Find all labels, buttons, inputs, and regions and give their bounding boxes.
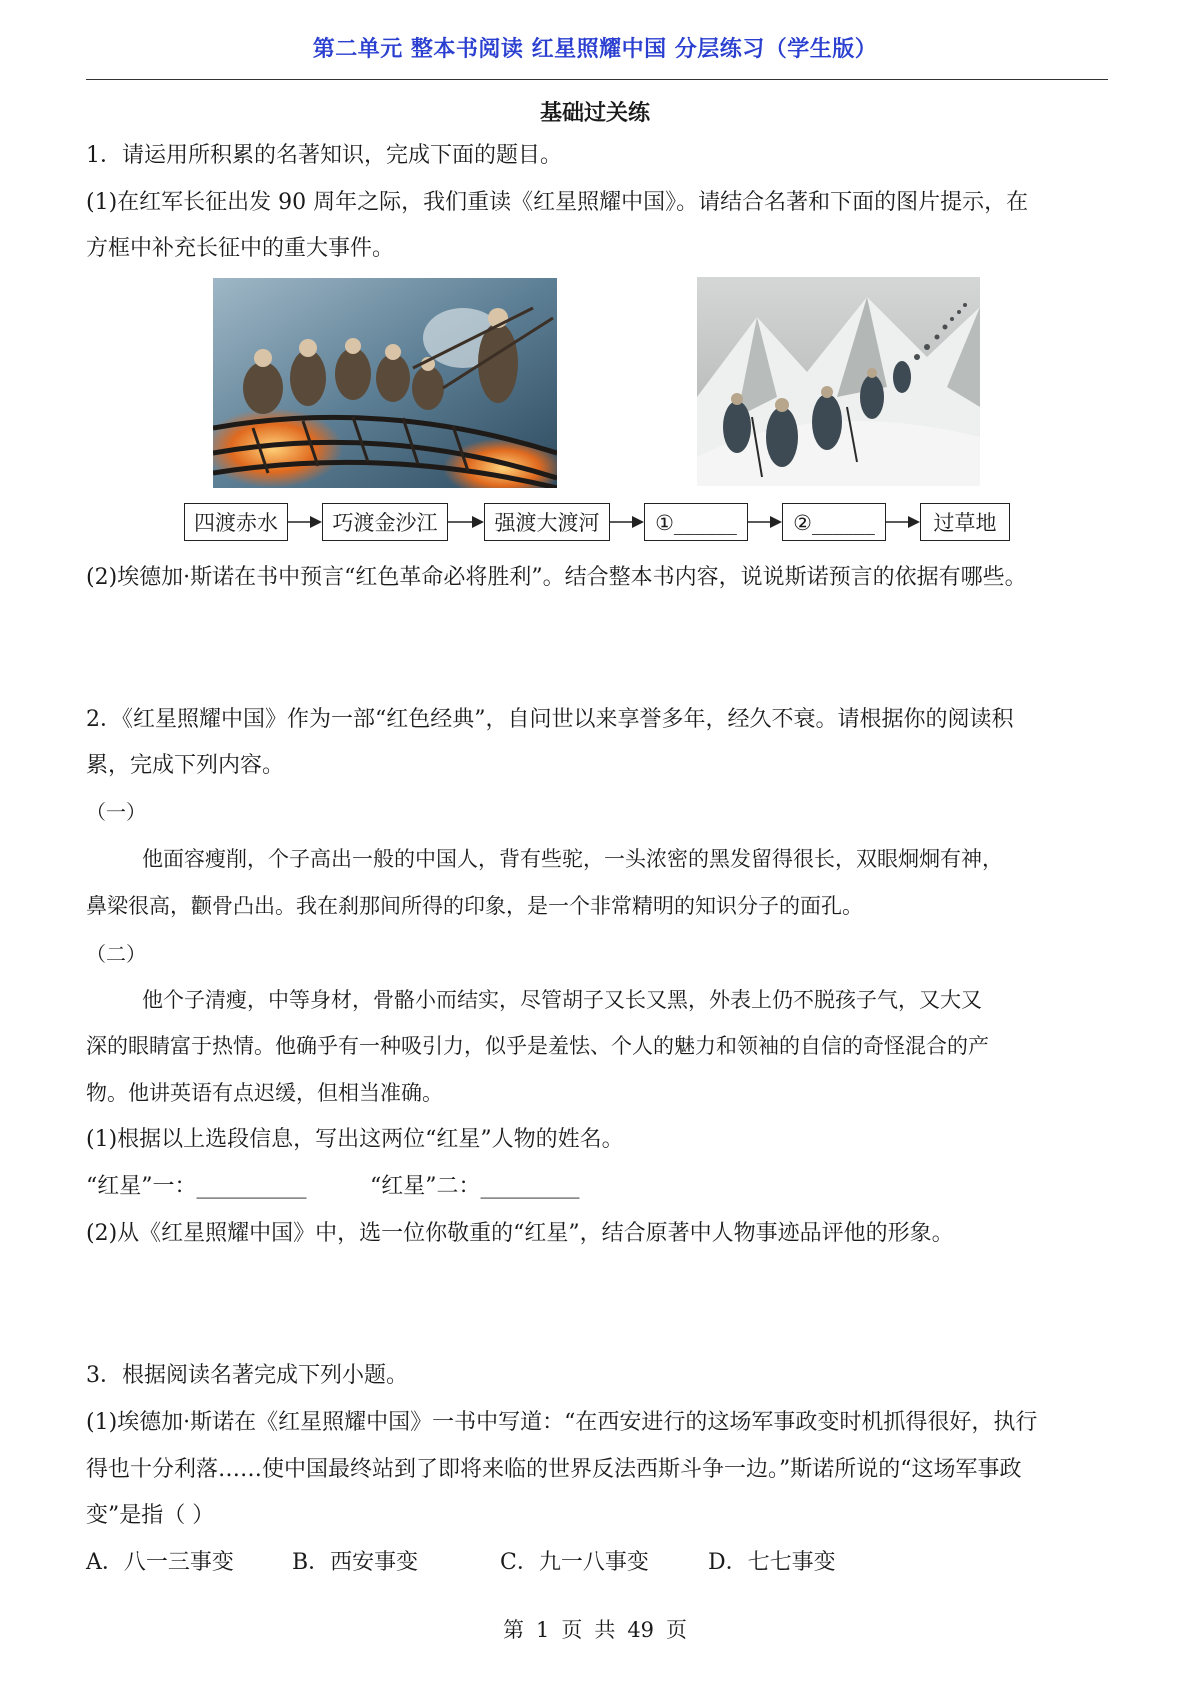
q2-passage2-line2: 深的眼睛富于热情。他确乎有一种吸引力，似乎是羞怯、个人的魅力和领袖的自信的奇怪混合的产 — [86, 1034, 989, 1058]
q2-passage2-line1: 他个子清瘦，中等身材，骨骼小而结实，尽管胡子又长又黑，外表上仍不脱孩子气，又大又 — [142, 988, 982, 1012]
q2-blank-2[interactable]: “红星”二：_________ — [370, 1174, 580, 1199]
flow-blank-2[interactable]: ②______ — [782, 503, 886, 541]
footer-word: 页 — [666, 1618, 688, 1642]
q1-part1-line1: (1)在红军长征出发 90 周年之际，我们重读《红星照耀中国》。请结合名著和下面的图片提示，在 — [86, 190, 1029, 215]
section-title: 基础过关练 — [539, 101, 650, 126]
q3-option-a[interactable]: A．八一三事变 — [86, 1550, 234, 1575]
page-header-title: 第二单元 整本书阅读 红星照耀中国 分层练习（学生版） — [312, 37, 878, 62]
header-divider — [86, 79, 1108, 80]
arrow-right-icon — [448, 512, 484, 532]
arrow-right-icon — [886, 512, 920, 532]
flow-blank-1[interactable]: ①______ — [644, 503, 748, 541]
arrow-right-icon — [610, 512, 644, 532]
q3-stem: 3．根据阅读名著完成下列小题。 — [86, 1363, 408, 1388]
arrow-right-icon — [748, 512, 782, 532]
flow-step-1: 四渡赤水 — [184, 503, 288, 541]
q2-passage1-line2: 鼻梁很高，颧骨凸出。我在刹那间所得的印象，是一个非常精明的知识分子的面孔。 — [86, 894, 863, 918]
q3-sub1-line1: (1)埃德加·斯诺在《红星照耀中国》一书中写道：“在西安进行的这场军事政变时机抓得很好，执行 — [86, 1410, 1038, 1435]
q3-option-d[interactable]: D．七七事变 — [708, 1550, 836, 1575]
footer-word: 共 — [594, 1618, 616, 1642]
q1-part1-line2: 方框中补充长征中的重大事件。 — [86, 236, 395, 261]
q2-part1-label: （一） — [86, 800, 146, 824]
q3-sub1-line3: 变”是指（ ） — [86, 1503, 215, 1528]
flow-step-3: 强渡大渡河 — [484, 503, 610, 541]
q1-part2: (2)埃德加·斯诺在书中预言“红色革命必将胜利”。结合整本书内容，说说斯诺预言的依据有哪些。 — [86, 565, 1027, 590]
q3-option-c[interactable]: C．九一八事变 — [500, 1550, 649, 1575]
q2-passage1-line1: 他面容瘦削，个子高出一般的中国人，背有些驼，一头浓密的黑发留得很长，双眼炯炯有神， — [142, 847, 1003, 871]
q1-stem: 1．请运用所积累的名著知识，完成下面的题目。 — [86, 143, 562, 168]
flow-step-2: 巧渡金沙江 — [322, 503, 448, 541]
q2-sub2: (2)从《红星照耀中国》中，选一位你敬重的“红星”，结合原著中人物事迹品评他的形象。 — [86, 1221, 954, 1246]
footer-word: 页 — [561, 1618, 583, 1642]
footer-page-number: 1 — [535, 1618, 550, 1642]
q2-sub1: (1)根据以上选段信息，写出这两位“红星”人物的姓名。 — [86, 1127, 624, 1152]
q2-part2-label: （二） — [86, 942, 146, 966]
footer-total-pages: 49 — [627, 1618, 655, 1642]
q2-stem-line2: 累，完成下列内容。 — [86, 753, 285, 778]
footer-word: 第 — [502, 1618, 524, 1642]
flow-step-6: 过草地 — [920, 503, 1010, 541]
snow-mountain-march-painting — [697, 277, 980, 486]
q3-sub1-line2: 得也十分利落……使中国最终站到了即将来临的世界反法西斯斗争一边。”斯诺所说的“这场军事政 — [86, 1457, 1022, 1482]
q2-blank-1[interactable]: “红星”一：__________ — [86, 1174, 307, 1199]
q2-stem-line1: 2．《红星照耀中国》作为一部“红色经典”，自问世以来享誉多年，经久不衰。请根据你的阅读积 — [86, 707, 1014, 732]
luding-bridge-painting — [213, 278, 557, 488]
q2-passage2-line3: 物。他讲英语有点迟缓，但相当准确。 — [86, 1081, 443, 1105]
arrow-right-icon — [288, 512, 322, 532]
page-footer — [0, 1614, 1190, 1644]
q3-option-b[interactable]: B．西安事变 — [292, 1550, 419, 1575]
